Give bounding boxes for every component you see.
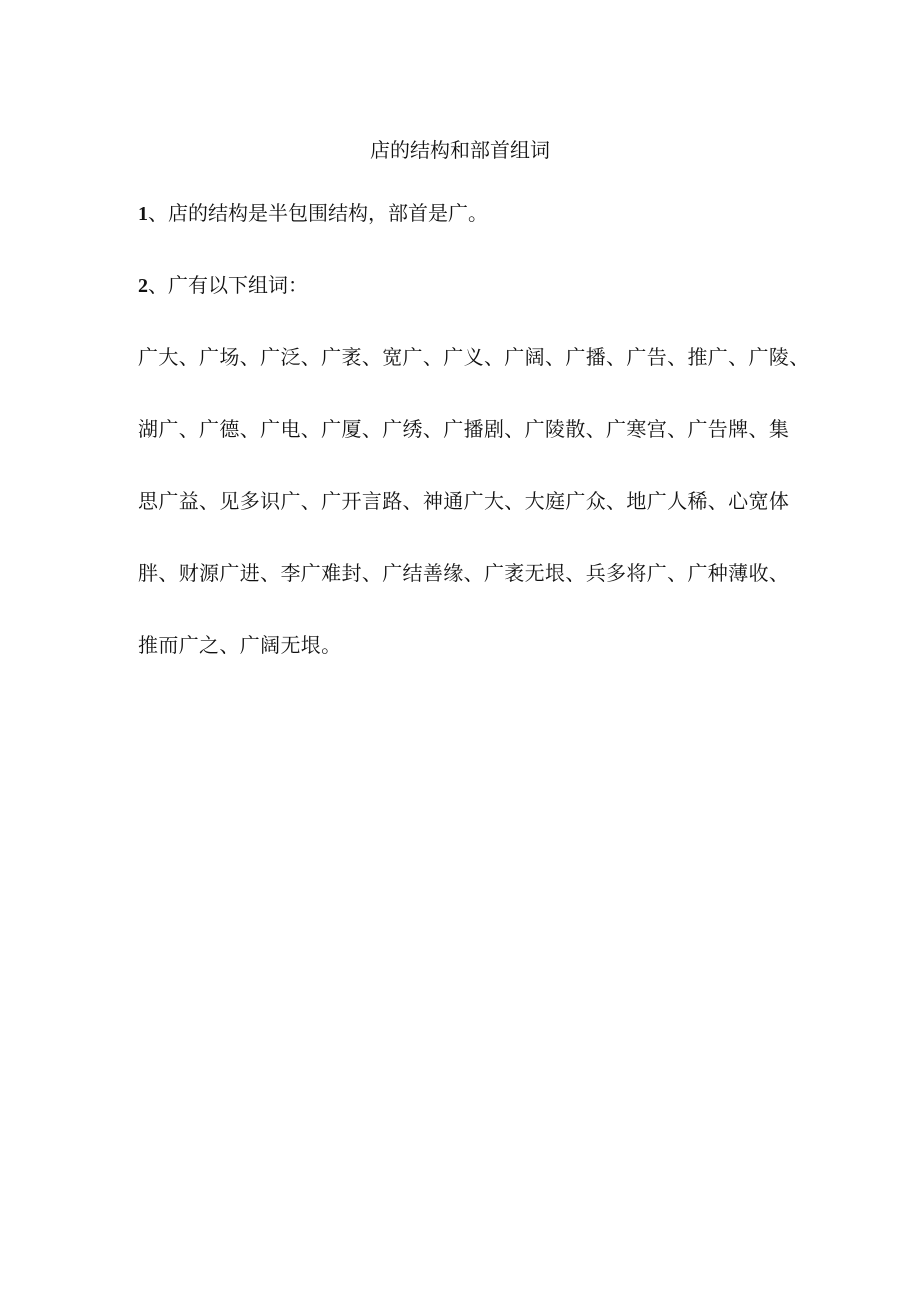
word-list-line: 湖广、广德、广电、广厦、广绣、广播剧、广陵散、广寒宫、广告牌、集 [138, 417, 790, 441]
word-list-line: 广大、广场、广泛、广袤、宽广、广义、广阔、广播、广告、推广、广陵、 [138, 345, 810, 369]
item-number: 2 [138, 275, 148, 297]
paragraph-structure [138, 199, 488, 228]
item-number: 1 [138, 203, 148, 225]
word-list-line: 胖、财源广进、李广难封、广结善缘、广袤无垠、兵多将广、广种薄收、 [138, 561, 790, 585]
item-text: 、广有以下组词： [148, 273, 308, 297]
paragraph-word-intro [138, 271, 308, 300]
page-title: 店的结构和部首组词 [370, 138, 550, 162]
item-text: 、店的结构是半包围结构，部首是广。 [148, 201, 488, 225]
word-list-line: 推而广之、广阔无垠。 [138, 633, 342, 657]
word-list-line: 思广益、见多识广、广开言路、神通广大、大庭广众、地广人稀、心宽体 [138, 489, 790, 513]
